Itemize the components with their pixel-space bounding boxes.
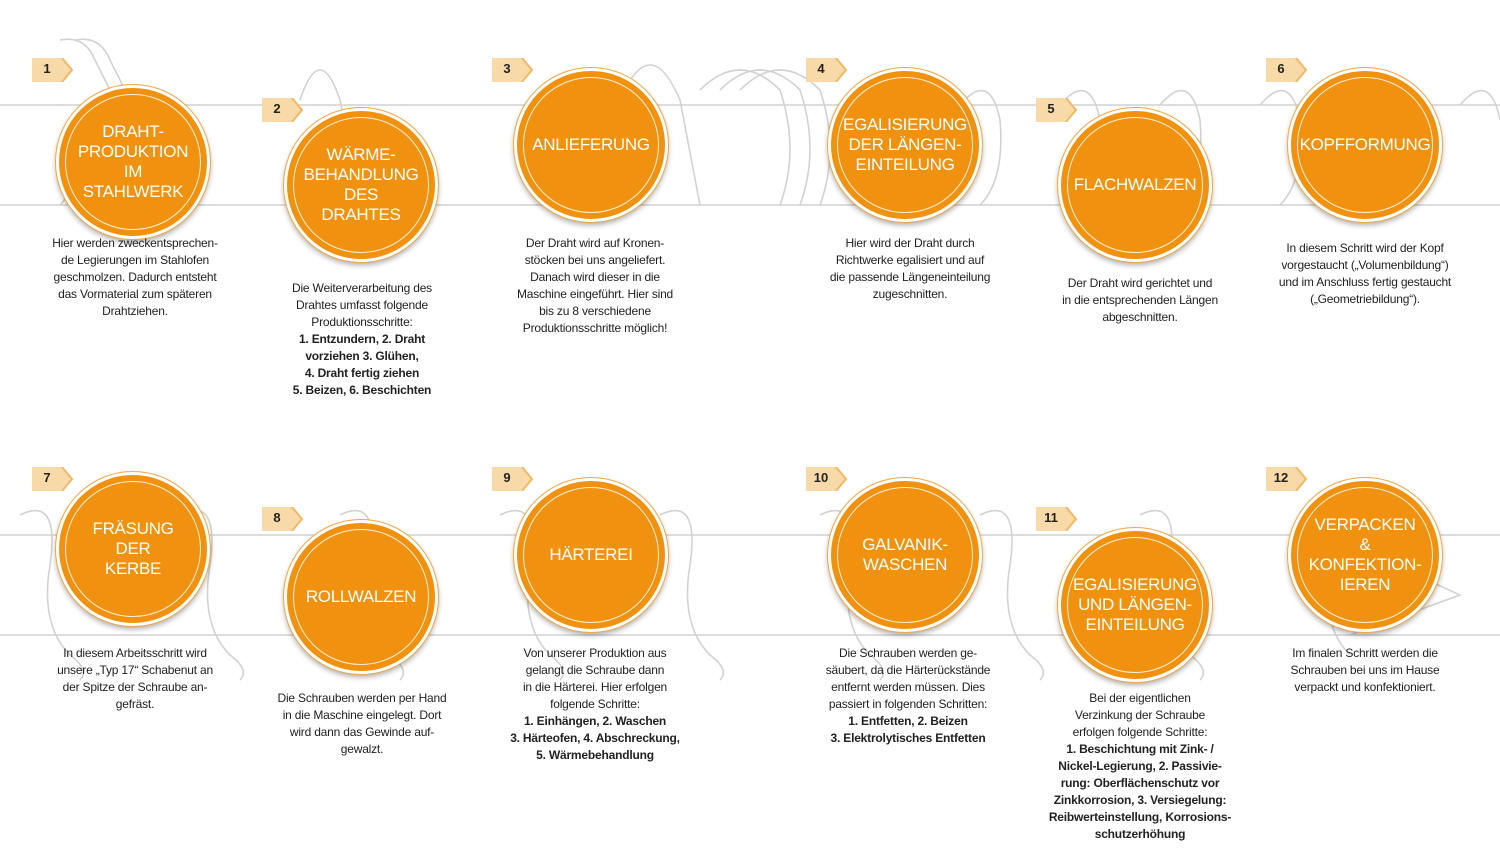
- step-number: 8: [273, 510, 281, 525]
- step-title: HÄRTEREI: [549, 545, 633, 564]
- step-number-badge: [262, 507, 314, 531]
- step-number-badge: [1266, 467, 1318, 491]
- step-number-badge: [1036, 98, 1088, 122]
- step-description: [262, 690, 462, 758]
- step-title: KOPFFORMUNG: [1299, 135, 1431, 154]
- step-title: WÄRME- BEHANDLUNG DES DRAHTES: [303, 145, 419, 224]
- step-title: VERPACKEN & KONFEKTION- IEREN: [1308, 515, 1422, 594]
- step-description-text: Von unserer Produktion aus gelangt die Schraube dann in die Härterei. Hier erfolgen folgende Schritte:: [522, 646, 668, 711]
- step-title: EGALISIERUNG DER LÄNGEN- EINTEILUNG: [843, 115, 967, 174]
- step-description: [35, 645, 235, 713]
- step-number-badge: [32, 58, 84, 82]
- step-description-text: Der Draht wird auf Kronen- stöcken bei uns angeliefert. Danach wird dieser in die Maschine eingeführt. Hier sind bis zu 8 verschiedene Produktionsschritte möglich!: [516, 236, 674, 335]
- step-number-badge: [492, 58, 544, 82]
- step-description: [1265, 240, 1465, 308]
- step-title: EGALISIERUNG UND LÄNGEN- EINTEILUNG: [1073, 575, 1197, 634]
- step-number: 5: [1047, 101, 1055, 116]
- step-circle: [828, 68, 982, 222]
- step-circle: [56, 85, 210, 239]
- step-number: 6: [1277, 61, 1285, 76]
- step-description-text: Im finalen Schritt werden die Schrauben bei uns im Hause verpackt und konfektioniert.: [1290, 646, 1440, 694]
- step-description-list: 1. Entzundern, 2. Draht vorziehen 3. Glühen, 4. Draht fertig ziehen 5. Beizen, 6. Beschichten: [292, 332, 432, 397]
- step-number: 11: [1044, 510, 1058, 525]
- step-description-list: 1. Beschichtung mit Zink- / Nickel-Legierung, 2. Passivie- rung: Oberflächenschutz vor Zinkkorrosion, 3. Versiegelung: Reibwerteinstellung, Korrosions- schutzerhöhung: [1048, 742, 1232, 841]
- step-description-text: Der Draht wird gerichtet und in die entsprechenden Längen abgeschnitten.: [1062, 276, 1218, 324]
- step-number-badge: [492, 467, 544, 491]
- step-description-text: Die Weiterverarbeitung des Drahtes umfasst folgende Produktionsschritte:: [292, 281, 432, 329]
- step-number-badge: [806, 467, 858, 491]
- step-description: [1040, 690, 1240, 843]
- step-title: GALVANIK- WASCHEN: [862, 535, 948, 574]
- step-number: 2: [273, 101, 281, 116]
- step-circle: [1288, 68, 1442, 222]
- step-title: ANLIEFERUNG: [532, 135, 650, 154]
- step-description-list: 1. Einhängen, 2. Waschen 3. Härteofen, 4. Abschreckung, 5. Wärmebehandlung: [510, 714, 680, 762]
- step-title: ROLLWALZEN: [305, 587, 417, 606]
- step-description-text: Hier wird der Draht durch Richtwerke egalisiert und auf die passende Längeneinteilung zugeschnitten.: [829, 236, 991, 301]
- step-circle: [514, 68, 668, 222]
- step-description-text: In diesem Arbeitsschritt wird unsere „Typ 17“ Schabenut an der Spitze der Schraube an- gefräst.: [57, 646, 213, 711]
- step-description: [262, 280, 462, 399]
- step-circle: [828, 478, 982, 632]
- step-description-text: Die Schrauben werden per Hand in die Maschine eingelegt. Dort wird dann das Gewinde auf- gewalzt.: [277, 691, 447, 756]
- step-number: 12: [1273, 470, 1289, 485]
- step-number-badge: [1266, 58, 1318, 82]
- step-circle: [514, 478, 668, 632]
- step-description-text: Bei der eigentlichen Verzinkung der Schraube erfolgen folgende Schritte:: [1072, 691, 1208, 739]
- step-circle: [1058, 528, 1212, 682]
- step-number-badge: [262, 98, 314, 122]
- step-number: 7: [43, 470, 51, 485]
- step-number: 3: [503, 61, 511, 76]
- step-title: DRAHT- PRODUKTION IM STAHLWERK: [77, 122, 189, 201]
- step-description: [808, 645, 1008, 747]
- step-description: [1265, 645, 1465, 696]
- step-description-text: Hier werden zweckentsprechen- de Legierungen im Stahlofen geschmolzen. Dadurch entsteht das Vormaterial zum späteren Drahtziehen.: [52, 236, 218, 318]
- step-description: [35, 235, 235, 320]
- step-description: [495, 235, 695, 337]
- step-number: 4: [817, 61, 825, 76]
- step-description-list: 1. Entfetten, 2. Beizen 3. Elektrolytisches Entfetten: [830, 714, 986, 745]
- step-title: FRÄSUNG DER KERBE: [92, 519, 174, 578]
- step-description: [1040, 275, 1240, 326]
- step-number: 9: [503, 470, 511, 485]
- step-description-text: Die Schrauben werden ge- säubert, da die Härterückstände entfernt werden müssen. Dies passiert in folgenden Schritten:: [825, 646, 991, 711]
- step-circle: [1288, 478, 1442, 632]
- step-circle: [284, 520, 438, 674]
- step-description: [495, 645, 695, 764]
- step-title: FLACHWALZEN: [1073, 175, 1197, 194]
- step-number-badge: [32, 467, 84, 491]
- step-description-text: In diesem Schritt wird der Kopf vorgestaucht („Volumenbildung“) und im Anschluss fertig gestaucht („Geometriebildung“).: [1278, 241, 1452, 306]
- step-circle: [1058, 108, 1212, 262]
- step-number-badge: [1036, 507, 1088, 531]
- step-number: 1: [43, 61, 51, 76]
- step-description: [810, 235, 1010, 303]
- screw-illustration-top: [0, 30, 1500, 210]
- step-number: 10: [813, 470, 829, 485]
- step-circle: [284, 108, 438, 262]
- step-number-badge: [806, 58, 858, 82]
- step-circle: [56, 472, 210, 626]
